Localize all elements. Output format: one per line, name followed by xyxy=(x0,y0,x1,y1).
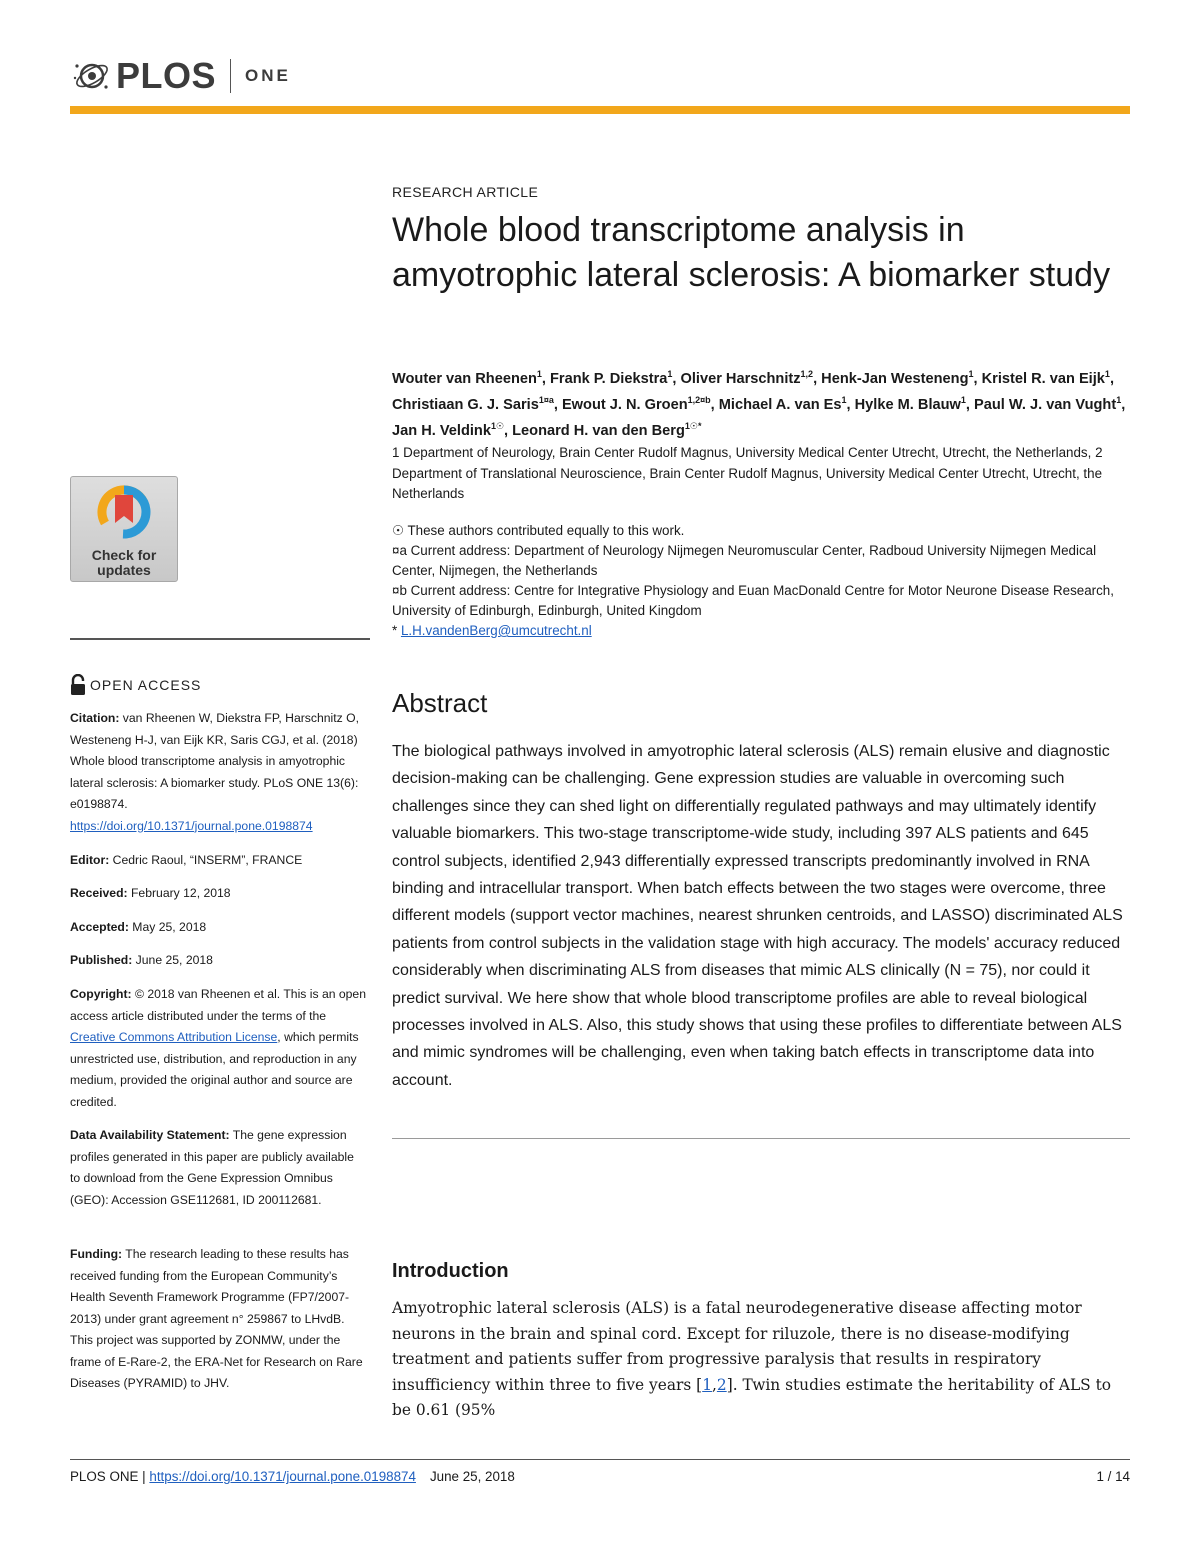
citation-label: Citation: xyxy=(70,711,120,725)
author-affiliation-sup: 1 xyxy=(1116,394,1122,405)
author-name[interactable]: Hylke M. Blauw xyxy=(854,396,961,413)
author-affiliation-sup: 1 xyxy=(968,369,974,379)
author-name[interactable]: Jan H. Veldink xyxy=(392,422,491,439)
crossmark-icon xyxy=(95,485,153,541)
sidebar-divider xyxy=(70,638,370,640)
check-for-updates-badge[interactable] xyxy=(70,476,178,582)
footer-date: June 25, 2018 xyxy=(429,1469,515,1484)
author-affiliation-sup: 1☉* xyxy=(684,420,702,431)
received-date: February 12, 2018 xyxy=(127,886,231,900)
ref-2-link[interactable]: 2 xyxy=(716,1375,727,1394)
badge-line1: Check for xyxy=(91,547,157,563)
author-name[interactable]: Paul W. J. van Vught xyxy=(974,396,1117,413)
author-affiliation-sup: 1 xyxy=(960,394,966,405)
article-type: RESEARCH ARTICLE xyxy=(392,184,539,200)
author-name[interactable]: Christiaan G. J. Saris xyxy=(392,396,539,413)
copyright-label: Copyright: xyxy=(70,987,132,1001)
data-availability-text: The gene expression profiles generated in this paper are publicly available to download from the Gene Expression Omnibus (GEO): Accession GSE112681, ID 200112681. xyxy=(70,1128,354,1207)
cc-license-link[interactable]: Creative Commons Attribution License xyxy=(70,1030,278,1044)
accepted-date: May 25, 2018 xyxy=(128,920,207,934)
author-affiliation-sup: 1☉ xyxy=(490,420,505,431)
plos-logo-mark-icon xyxy=(72,56,112,96)
article-title: Whole blood transcriptome analysis in amyotrophic lateral sclerosis: A biomarker study xyxy=(392,211,1111,294)
data-availability-label: Data Availability Statement: xyxy=(70,1128,230,1142)
corresponding-email-link[interactable]: L.H.vandenBerg@umcutrecht.nl xyxy=(400,623,592,638)
header-accent-bar xyxy=(70,106,1130,114)
corresponding-email-line xyxy=(392,621,1132,641)
current-address-b: ¤b Current address: Centre for Integrative Physiology and Euan MacDonald Centre for Motor Neurone Disease Research, University of Edinburgh, Edinburgh, United Kingdom xyxy=(392,583,1114,618)
received-label: Received: xyxy=(70,886,128,900)
author-list: Wouter van Rheenen$^1$, Frank P. Diekstra$^1$, Oliver Harschnitz$^{1,2}$, Henk-Jan Westeneng$^1$, Kristel R. van Eijk$^1$, Christiaan G. J. Saris$^{1¤a}$, Ewout J. N. Groen$^{1,2¤b}$, Michael A. van Es$^1$, Hylke M. Blauw$^1$, Paul W. J. van Vught$^1$, Jan H. Veldink$^{1☉}$, Leonard H. van den Berg$^{1☉*}$ xyxy=(392,369,1126,439)
funding-label: Funding: xyxy=(70,1247,123,1261)
logo-divider xyxy=(230,59,231,93)
author-name[interactable]: Henk-Jan Westeneng xyxy=(821,370,969,387)
current-address-a: ¤a Current address: Department of Neurology Nijmegen Neuromuscular Center, Radboud University Nijmegen Medical Center, Nijmegen, the Netherlands xyxy=(392,543,1097,578)
author-name[interactable]: Wouter van Rheenen xyxy=(392,370,537,387)
abstract-text: The biological pathways involved in amyotrophic lateral sclerosis (ALS) remain elusive and diagnostic decision-making can be challenging. Gene expression studies are valuable in overcoming such challenges since they can shed light on differentially regulated pathways and may ultimately identify valuable biomarkers. This two-stage transcriptome-wide study, including 397 ALS patients and 645 control subjects, identified 2,943 differentially expressed transcripts predominantly involved in RNA binding and intracellular transport. When batch effects between the two stages were overcome, three different models (support vector machines, nearest shrunken centroids, and LASSO) discriminated ALS patients from control subjects in the validation stage with high accuracy. The models' accuracy reduced considerably when discriminating ALS from diseases that mimic ALS clinically (N = 75), nor could it predict survival. We here show that whole blood transcriptome profiles are able to reveal biological processes involved in ALS. Also, this study shows that using these profiles to differentiate between ALS and mimic syndromes will be challenging, even when taking batch effects in transcriptome data into account. xyxy=(392,743,1123,1089)
open-access-text: OPEN ACCESS xyxy=(90,677,202,693)
affiliations: 1 Department of Neurology, Brain Center Rudolf Magnus, University Medical Center Utrecht, Utrecht, the Netherlands, 2 Department of Translational Neuroscience, Brain Center Rudolf Magnus, University Medical Center Utrecht, Utrecht, the Netherlands xyxy=(392,445,1103,501)
author-name[interactable]: Kristel R. van Eijk xyxy=(981,370,1105,387)
author-affiliation-sup: 1 xyxy=(1104,369,1110,379)
citation-doi-link[interactable]: https://doi.org/10.1371/journal.pone.0198874 xyxy=(70,818,313,833)
editor-line xyxy=(70,850,366,872)
data-availability-block xyxy=(70,1125,366,1211)
footer-journal: PLOS ONE | xyxy=(70,1469,150,1484)
published-line xyxy=(70,950,366,972)
accepted-label: Accepted: xyxy=(70,920,129,934)
footer-divider xyxy=(70,1459,1130,1460)
accepted-line xyxy=(70,917,366,939)
citation-block xyxy=(70,708,366,837)
open-lock-icon xyxy=(70,674,86,696)
received-line xyxy=(70,883,366,905)
author-name[interactable]: Michael A. van Es xyxy=(718,396,842,413)
author-affiliation-sup: 1,2 xyxy=(800,369,814,379)
published-date: June 25, 2018 xyxy=(132,953,213,967)
plos-logo[interactable] xyxy=(72,56,291,96)
author-name[interactable]: Leonard H. van den Berg xyxy=(512,422,685,439)
author-affiliation-sup: 1,2¤b xyxy=(687,394,711,405)
abstract-heading: Abstract xyxy=(392,688,488,718)
copyright-block xyxy=(70,984,366,1113)
author-affiliation-sup: 1¤a xyxy=(538,394,554,405)
author-notes xyxy=(392,521,1132,641)
intro-text-part1: Amyotrophic lateral sclerosis (ALS) is a fatal neurodegenerative disease affecting motor neurons in the brain and spinal cord. Except for riluzole, there is no disease-modifying treatment and patients suffer from progressive paralysis that results in respiratory insufficiency within three to five years [ xyxy=(392,1299,1082,1394)
editor-text: Cedric Raoul, “INSERM”, FRANCE xyxy=(109,853,303,867)
page-footer xyxy=(70,1469,1130,1484)
funding-text: The research leading to these results has received funding from the European Community’s Health Seventh Framework Programme (FP7/2007-2013) under grant agreement n° 259867 to LHvdB. This project was supported by ZONMW, under the frame of E-Rare-2, the ERA-Net for Research on Rare Diseases (PYRAMID) to JHV. xyxy=(70,1247,363,1390)
author-affiliation-sup: 1 xyxy=(667,369,673,379)
introduction-text xyxy=(392,1296,1132,1424)
funding-block xyxy=(70,1244,366,1395)
copyright-text: © 2018 van Rheenen et al. This is an open access article distributed under the terms of the xyxy=(70,987,366,1023)
copyright-text-2: , which permits unrestricted use, distribution, and reproduction in any medium, provided the original author and source are credited. xyxy=(70,1030,359,1109)
ref-1-link[interactable]: 1 xyxy=(702,1375,712,1394)
author-affiliation-sup: 1 xyxy=(841,394,847,405)
equal-contribution-note: ☉ These authors contributed equally to this work. xyxy=(392,523,685,538)
author-affiliation-sup: 1 xyxy=(536,369,542,379)
email-asterisk: * xyxy=(392,623,401,638)
page-number: 1 / 14 xyxy=(1096,1469,1130,1484)
abstract-divider xyxy=(392,1138,1130,1139)
footer-doi-link[interactable]: https://doi.org/10.1371/journal.pone.0198874 xyxy=(149,1469,416,1484)
ref-separator: , xyxy=(711,1375,717,1394)
editor-label: Editor: xyxy=(70,853,110,867)
intro-text-part2: ]. Twin studies estimate the heritability of ALS to be 0.61 (95% xyxy=(392,1375,1112,1420)
citation-text: van Rheenen W, Diekstra FP, Harschnitz O, Westeneng H-J, van Eijk KR, Saris CGJ, et al. (2018) Whole blood transcriptome analysis in amyotrophic lateral sclerosis: A biomarker study. PLoS ONE 13(6): e0198874. xyxy=(70,711,359,811)
author-name[interactable]: Frank P. Diekstra xyxy=(550,370,668,387)
badge-line2: updates xyxy=(97,562,151,578)
author-name[interactable]: Oliver Harschnitz xyxy=(680,370,801,387)
author-name[interactable]: Ewout J. N. Groen xyxy=(561,396,688,413)
introduction-heading: Introduction xyxy=(392,1260,509,1282)
journal-name: ONE xyxy=(245,66,291,85)
published-label: Published: xyxy=(70,953,133,967)
logo-text: PLOS xyxy=(116,55,217,96)
open-access-label xyxy=(70,674,201,696)
